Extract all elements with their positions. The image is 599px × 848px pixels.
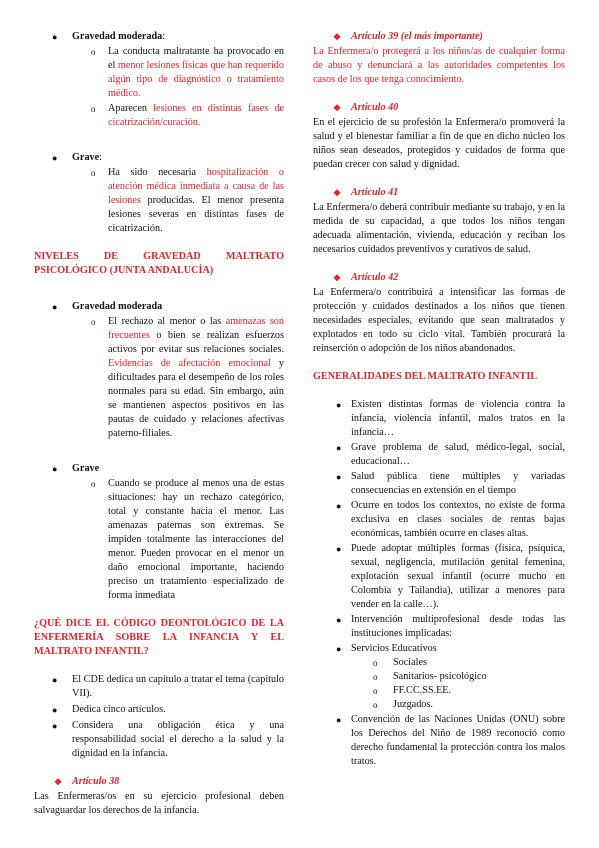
list-item	[34, 300, 284, 314]
diamond-star-icon: ❖	[333, 32, 342, 42]
list-item: ● Puede adoptar múltiples formas (física, psíquica, sexual, negligencia, mutilación genital femenina, explotación sexual infantil (ocurre mucho en Colombia y Tailandia), utilizar a menores para vender en la calle…).	[336, 543, 565, 610]
section-title: Gravedad moderada	[72, 31, 163, 42]
article-heading: ❖ Artículo 38	[54, 776, 120, 787]
list-item: ● Gravedad moderada:	[52, 31, 166, 42]
list-item: o La conducta maltratante ha provocado en el menor lesiones físicas que han requerido algún tipo de diagnóstico o tratamiento médico.	[91, 46, 284, 99]
list-item: ● Existen distintas formas de violencia contra la infancia, violencia infantil, malos tratos en la infancia…	[336, 399, 565, 438]
article-heading: ❖ Artículo 41	[333, 187, 399, 198]
bullet-icon: ●	[336, 443, 342, 453]
right-column	[313, 30, 565, 769]
bullet-icon: ●	[52, 705, 58, 715]
bullet-icon: ●	[336, 472, 342, 482]
left-column	[34, 30, 284, 818]
list-item: ● Intervención multiprofesional desde todas las instituciones implicadas:	[336, 614, 565, 639]
bullet-icon: ●	[52, 302, 58, 312]
list-item: ● Ocurre en todos los contextos, no existe de forma exclusiva en clases sociales de rentas bajas económicas, también ocurre en clases altas.	[336, 500, 565, 539]
article-heading: ❖ Artículo 39 (el más importante)	[333, 31, 483, 42]
list-item: ● Grave:	[52, 152, 102, 163]
circle-bullet-icon: o	[373, 658, 378, 668]
bullet-icon: ●	[336, 615, 342, 625]
diamond-star-icon: ❖	[54, 777, 63, 787]
list-item	[34, 462, 284, 476]
list-item: ● Salud pública tiene múltiples y variadas consecuencias en extensión en el tiempo	[336, 471, 565, 496]
section-heading: ¿QUÉ DICE EL CÓDIGO DEONTOLÓGICO DE LA ENFERMERÍA SOBRE LA INFANCIA Y EL MALTRATO INFANTIL?	[34, 618, 284, 657]
general-list	[313, 398, 565, 769]
circle-bullet-icon: o	[91, 47, 96, 57]
list-item: o Juzgados.	[373, 699, 433, 710]
bullet-icon: ●	[52, 153, 58, 163]
bullet-icon: ●	[52, 32, 58, 42]
list-item: ● El CDE dedica un capítulo a tratar el tema (capítulo VII).	[52, 674, 284, 699]
circle-bullet-icon: o	[91, 479, 96, 489]
bullet-icon: ●	[336, 501, 342, 511]
article-text: La Enfermera/o deberá contribuir mediante su trabajo, y en la medida de su capacidad, a que todos los niños tengan adecuada alimentación, vivienda, educación y reciban los necesarios cuidados preventivos y curativos de salud.	[313, 202, 565, 255]
diamond-star-icon: ❖	[333, 273, 342, 283]
article-text: En el ejercicio de su profesión la Enfermera/o promoverá la salud y el bienestar familiar a fin de que en dicho núcleo los niños sean deseados, protegidos y cuidados de forma que puedan crecer con salud y dignidad.	[313, 117, 565, 170]
circle-bullet-icon: o	[91, 104, 96, 114]
list-item: o Aparecen lesiones en distintas fases de cicatrización/curación.	[91, 103, 284, 128]
article-heading: ❖ Artículo 40	[333, 102, 399, 113]
bullet-icon: ●	[336, 544, 342, 554]
article-text: Las Enfermeras/os en su ejercicio profesional deben salvaguardar los derechos de la infancia.	[34, 791, 284, 816]
circle-bullet-icon: o	[91, 317, 96, 327]
circle-bullet-icon: o	[373, 672, 378, 682]
list-item: o Ha sido necesaria hospitalización o atención médica inmediata a causa de las lesiones producidas. El menor presenta lesiones severas en distintas fases de cicatrización.	[91, 167, 284, 234]
list-item: ● Convención de las Naciones Unidas (ONU) sobre los Derechos del Niño de 1989 reconoció como derecho fundamental la protección contra los malos tratos.	[336, 714, 565, 767]
bullet-icon: ●	[336, 715, 342, 725]
section-title: Grave	[72, 463, 100, 474]
list-item: o Cuando se produce al menos una de estas situaciones: hay un rechazo categórico, total y constante hacia el menor. Las amenazas paternas son extremas. Se impiden totalmente las interacciones del menor. Pueden provocar en el menor un daño emocional importante, haciendo preciso un tratamiento especializado de forma inmediata	[91, 478, 284, 601]
article-text: La Enfermera/o contribuirá a intensificar las formas de protección y cuidados destinados a los niños que tienen necesidades especiales, evitando que sean maltratados y explotados en todo su ciclo vital. También procurará la reinserción o adopción de los niños abandonados.	[313, 287, 565, 354]
bullet-icon: ●	[336, 400, 342, 410]
article-heading: ❖ Artículo 42	[333, 272, 399, 283]
bullet-icon: ●	[52, 721, 58, 731]
list-item: ● Dedica cinco artículos.	[52, 704, 166, 715]
list-item: o FF.CC.SS.EE.	[373, 685, 452, 696]
circle-bullet-icon: o	[91, 168, 96, 178]
bullet-icon: ●	[52, 464, 58, 474]
bullet-icon: ●	[52, 675, 58, 685]
section-title: Grave	[72, 152, 100, 163]
section-heading: NIVELES DE GRAVEDAD MALTRATO PSICOLÓGICO (JUNTA ANDALUCÍA)	[34, 251, 284, 276]
list-item: o El rechazo al menor o las amenazas son frecuentes o bien se realizan esfuerzos activos por evitar sus relaciones sociales. Evidencias de afectación emocional y dificultades para el desempeño de los roles normales para su edad. Sin embargo, aún se mantienen aspectos positivos en las pautas de cuidado y relaciones afectivas paterno-filiales.	[91, 316, 284, 439]
list-item: o Sanitarios- psicológico	[373, 671, 487, 682]
list-item: o Sociales	[373, 657, 427, 668]
list-item: ● Servicios Educativos	[336, 643, 437, 654]
section-heading: GENERALIDADES DEL MALTRATO INFANTIL	[313, 371, 538, 382]
circle-bullet-icon: o	[373, 700, 378, 710]
article-text: La Enfermera/o protegerá a los niños/as de cualquier forma de abuso y denunciará a las autoridades competentes los casos de los que tenga conocimiento.	[313, 46, 565, 85]
section-title: Gravedad moderada	[72, 301, 163, 312]
circle-bullet-icon: o	[373, 686, 378, 696]
bullet-icon: ●	[336, 644, 342, 654]
diamond-star-icon: ❖	[333, 103, 342, 113]
diamond-star-icon: ❖	[333, 188, 342, 198]
cde-list	[34, 673, 284, 761]
list-item: ● Grave problema de salud, médico-legal, social, educacional…	[336, 442, 565, 467]
list-item: ● Considera una obligación ética y una responsabilidad social el derecho a la salud y la dignidad en la infancia.	[52, 720, 284, 759]
